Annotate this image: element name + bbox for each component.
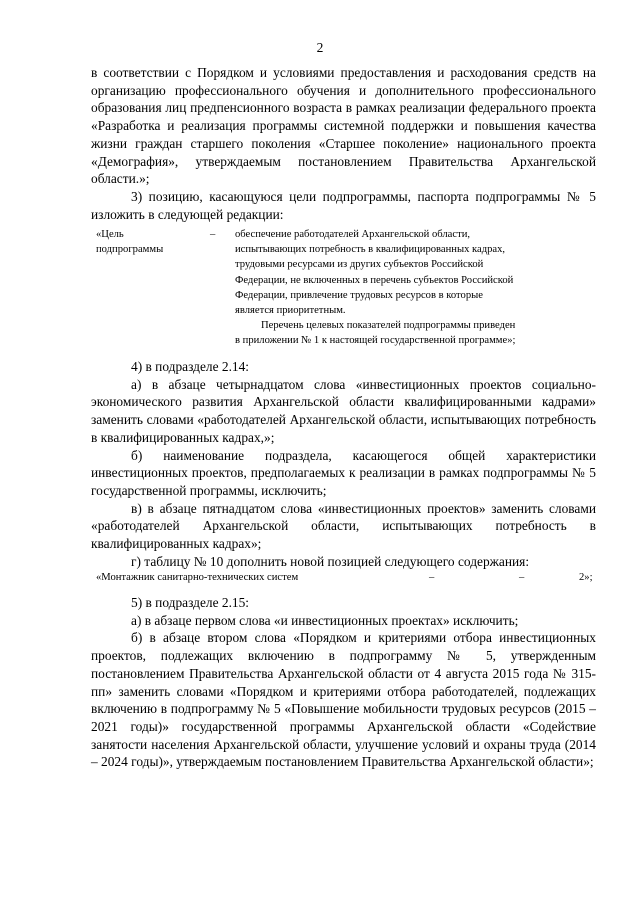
passport-value-line: Федерации, привлечение трудовых ресурсов в которые: [235, 289, 483, 301]
section-2-14-item-v: в) в абзаце пятнадцатом слова «инвестиционных проектов» заменить словами «работодателей Архангельской области, испытывающих потребность в квалифицированных кадрах»;: [91, 500, 596, 552]
passport-value-line: обеспечение работодателей Архангельской области,: [235, 229, 471, 240]
section-2-15-item-b: б) в абзаце втором слова «Порядком и критериями отбора инвестиционных проектов, подлежащих включению в подпрограмму № 5, утвержденным постановлением Правительства Архангельской области от 4 августа 2015 года № 315-пп» заменить словами «Порядком и критериями отбора работодателей, подлежащих включению в подпрограмму № 5 «Повышение мобильности трудовых ресурсов (2015 – 2021 годы)» государственной программы Архангельской области «Содействие занятости населения Архангельской области, улучшение условий и охраны труда (2014 – 2024 годы)», утверждаемым постановлением Правительства Архангельской области»;: [91, 630, 596, 770]
amendment-block-2: [91, 358, 596, 570]
passport-value-line: является приоритетным.: [235, 305, 346, 317]
passport-value-line: Федерации, не включенных в перечень субъектов Российской: [235, 274, 514, 286]
item-3-paragraph: 3) позицию, касающуюся цели подпрограммы, паспорта подпрограммы № 5 изложить в следующей редакции:: [91, 188, 596, 222]
passport-label-line: «Цель: [96, 229, 124, 240]
section-2-14-item-g: г) таблицу № 10 дополнить новой позицией следующего содержания:: [131, 553, 530, 569]
table-cell: 2»;: [579, 572, 593, 583]
intro-paragraph: в соответствии с Порядком и условиями предоставления и расходования средств на организацию профессионального обучения и дополнительного профессионального образования лиц предпенсионного возраста в рамках реализации федерального проекта «Разработка и реализация программы системной поддержки и повышения качества жизни граждан старшего поколения «Старшее поколение» национального проекта «Демография», утверждаемым постановлением Правительства Архангельской области.»;: [91, 65, 596, 187]
section-2-14-heading: 4) в подразделе 2.14:: [131, 359, 250, 374]
table-cell: –: [429, 572, 435, 583]
passport-value: [235, 227, 587, 349]
amendment-block-3: [91, 594, 596, 771]
passport-value-line: трудовыми ресурсами из других субъектов Российской: [235, 259, 484, 271]
section-2-14-item-b: б) наименование подраздела, касающегося общей характеристики инвестиционных проектов, предполагаемых к реализации в рамках подпрограммы № 5 государственной программы, исключить;: [91, 447, 596, 498]
section-2-14-item-a: а) в абзаце четырнадцатом слова «инвестиционных проектов социально-экономического развития Архангельской области квалифицированными кадрами» заменить словами «работодателей Архангельской области, испытывающих потребность в квалифицированных кадрах,»;: [91, 376, 596, 445]
passport-label: [96, 227, 186, 257]
table-cell: –: [519, 572, 525, 583]
passport-value-line: испытывающих потребность в квалифицированных кадрах,: [235, 244, 506, 256]
section-2-15-heading: 5) в подразделе 2.15:: [131, 595, 250, 610]
amendment-block-1: [91, 64, 596, 223]
table-cell-name: «Монтажник санитарно-технических систем: [96, 572, 299, 583]
passport-dash: –: [210, 229, 216, 240]
passport-note-line: в приложении № 1 к настоящей государственной программе»;: [235, 335, 516, 347]
passport-note-line: Перечень целевых показателей подпрограммы приведен: [261, 320, 516, 332]
passport-label-line: подпрограммы: [96, 244, 164, 256]
page-number: 2: [316, 40, 324, 55]
section-2-15-item-a: а) в абзаце первом слова «и инвестиционных проектах» исключить;: [131, 612, 519, 628]
